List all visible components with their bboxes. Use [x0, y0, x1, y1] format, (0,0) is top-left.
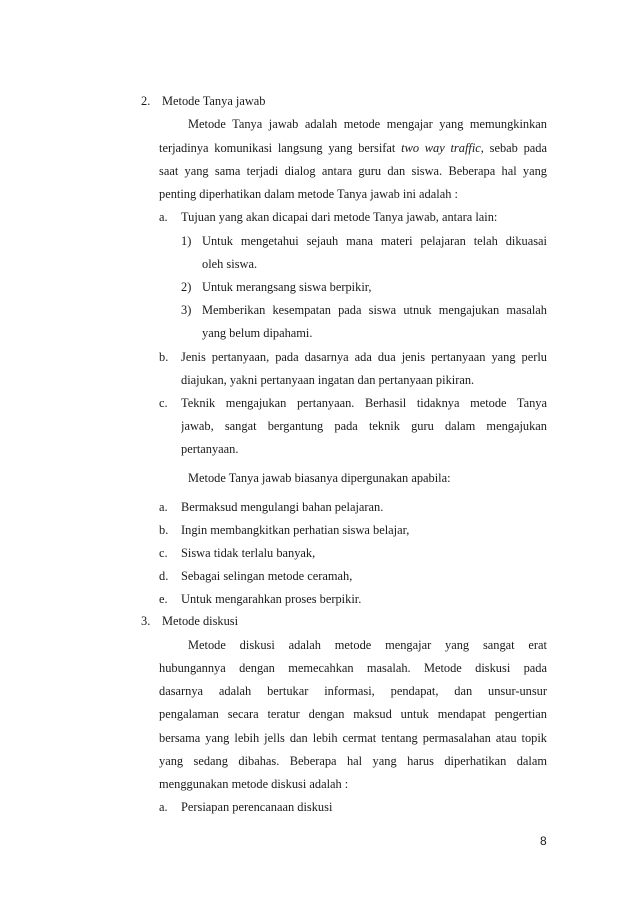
sublist-item-text: oleh siswa.: [202, 257, 258, 271]
page-number: 8: [540, 834, 547, 848]
sublist-marker: 1): [181, 234, 192, 248]
paragraph-line: penting diperhatikan dalam metode Tanya jawab ini adalah :: [159, 187, 458, 201]
list-marker: a.: [159, 210, 168, 224]
list-item-text: Ingin membangkitkan perhatian siswa belajar,: [181, 523, 410, 537]
list-item-text: Sebagai selingan metode ceramah,: [181, 569, 353, 583]
list-item-text: Teknik mengajukan pertanyaan. Berhasil tidaknya metode Tanya: [181, 396, 547, 410]
section-3-heading: Metode diskusi: [162, 614, 239, 628]
sublist-marker: 2): [181, 280, 192, 294]
list-marker: e.: [159, 592, 168, 606]
list-marker: b.: [159, 523, 169, 537]
list-item-text: Bermaksud mengulangi bahan pelajaran.: [181, 500, 384, 514]
paragraph-line: saat yang sama terjadi dialog antara guru dan siswa. Beberapa hal yang: [159, 164, 547, 178]
list-item-text: Tujuan yang akan dicapai dari metode Tanya jawab, antara lain:: [181, 210, 498, 224]
paragraph-line: hubungannya dengan memecahkan masalah. Metode diskusi pada: [159, 661, 547, 675]
list-marker: a.: [159, 800, 168, 814]
paragraph-line: menggunakan metode diskusi adalah :: [159, 777, 349, 791]
section-2-number: 2.: [141, 94, 151, 108]
list-item-text: jawab, sangat bergantung pada teknik guru dalam mengajukan: [181, 419, 547, 433]
section-2-heading: Metode Tanya jawab: [162, 94, 266, 108]
list-item-text: Jenis pertanyaan, pada dasarnya ada dua jenis pertanyaan yang perlu: [181, 350, 547, 364]
section-3-number: 3.: [141, 614, 151, 628]
paragraph-line: dasarnya adalah bertukar informasi, pendapat, dan unsur-unsur: [159, 684, 547, 698]
list-item-text: pertanyaan.: [181, 442, 239, 456]
list-item-text: Persiapan perencanaan diskusi: [181, 800, 333, 814]
paragraph-line: Metode Tanya jawab adalah metode mengajar yang memungkinkan: [188, 117, 547, 131]
list-marker: a.: [159, 500, 168, 514]
sublist-item-text: yang belum dipahami.: [202, 326, 313, 340]
paragraph-line: terjadinya komunikasi langsung yang bersifat two way traffic, sebab pada: [159, 141, 547, 155]
paragraph-line: bersama yang lebih jells dan lebih cermat tentang permasalahan atau topik: [159, 731, 547, 745]
usage-intro: Metode Tanya jawab biasanya dipergunakan apabila:: [188, 471, 451, 485]
list-marker: b.: [159, 350, 169, 364]
sublist-item-text: Memberikan kesempatan pada siswa utnuk mengajukan masalah: [202, 303, 547, 317]
list-item-text: diajukan, yakni pertanyaan ingatan dan pertanyaan pikiran.: [181, 373, 475, 387]
paragraph-line: yang sedang dibahas. Beberapa hal yang harus diperhatikan dalam: [159, 754, 547, 768]
sublist-marker: 3): [181, 303, 192, 317]
paragraph-line: pengalaman secara teratur dengan maksud untuk mendapat pengertian: [159, 707, 547, 721]
sublist-item-text: Untuk merangsang siswa berpikir,: [202, 280, 372, 294]
list-item-text: Untuk mengarahkan proses berpikir.: [181, 592, 362, 606]
list-marker: c.: [159, 546, 168, 560]
list-marker: d.: [159, 569, 169, 583]
paragraph-line: Metode diskusi adalah metode mengajar yang sangat erat: [188, 638, 547, 652]
sublist-item-text: Untuk mengetahui sejauh mana materi pelajaran telah dikuasai: [202, 234, 547, 248]
list-item-text: Siswa tidak terlalu banyak,: [181, 546, 316, 560]
list-marker: c.: [159, 396, 168, 410]
